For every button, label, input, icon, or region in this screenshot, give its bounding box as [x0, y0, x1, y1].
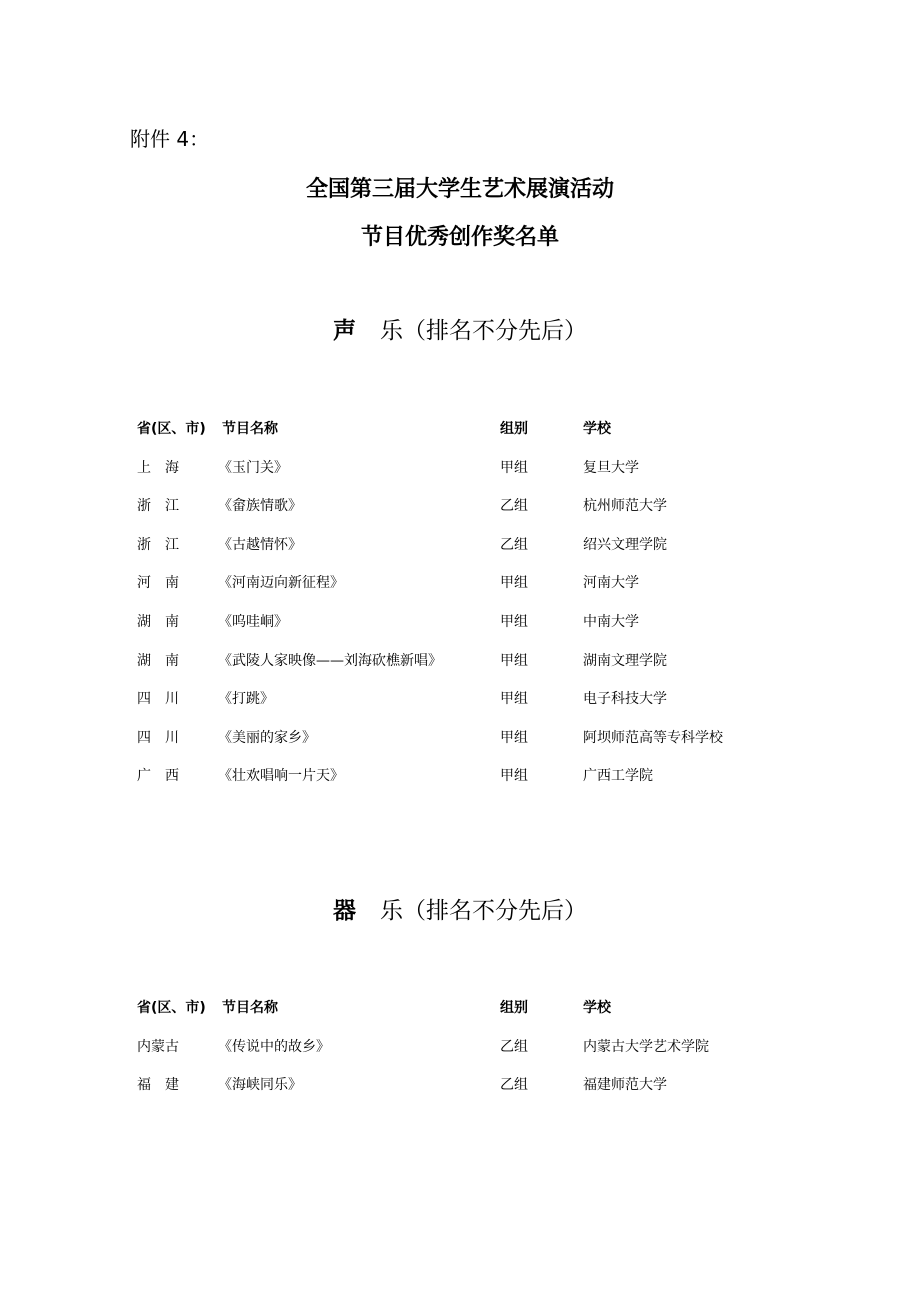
table-row	[0, 649, 920, 673]
cell-province: 四 川	[137, 691, 179, 708]
cell-group: 甲组	[500, 691, 528, 708]
cell-school: 阿坝师范高等专科学校	[583, 729, 723, 746]
cell-program: 《呜哇峒》	[218, 614, 288, 630]
document-title-line-1: 全国第三届大学生艺术展演活动	[305, 177, 614, 202]
cell-school: 福建师范大学	[583, 1077, 667, 1094]
attachment-label: 附件 4：	[130, 127, 210, 151]
table-row	[0, 1073, 920, 1097]
cell-province: 湖 南	[137, 652, 179, 669]
cell-program: 《古越情怀》	[218, 536, 302, 553]
cell-group: 甲组	[500, 652, 528, 669]
cell-school: 内蒙古大学艺术学院	[583, 1038, 709, 1055]
cell-group: 甲组	[500, 575, 528, 592]
cell-province: 福 建	[137, 1077, 179, 1094]
section-title-rest: 乐（排名不分先后）	[380, 898, 587, 924]
table-row	[0, 533, 920, 557]
cell-group: 甲组	[500, 729, 528, 746]
table-row	[0, 1035, 920, 1059]
cell-province: 湖 南	[137, 614, 179, 630]
cell-school: 电子科技大学	[583, 691, 667, 708]
cell-province: 内蒙古	[137, 1038, 179, 1055]
table-header	[0, 417, 920, 441]
table-row	[0, 726, 920, 750]
header-province: 省(区、市)	[137, 1000, 206, 1016]
cell-school: 湖南文理学院	[583, 652, 667, 669]
cell-program: 《壮欢唱响一片天》	[218, 768, 344, 785]
cell-group: 乙组	[500, 1038, 528, 1055]
cell-program: 《打跳》	[218, 691, 274, 708]
cell-school: 广西工学院	[583, 768, 653, 785]
cell-program: 《河南迈向新征程》	[218, 575, 344, 592]
cell-program: 《海峡同乐》	[218, 1077, 302, 1094]
cell-group: 甲组	[500, 614, 528, 630]
cell-province: 浙 江	[137, 498, 179, 515]
cell-province: 浙 江	[137, 536, 179, 553]
cell-program: 《畲族情歌》	[218, 498, 302, 515]
table-row	[0, 571, 920, 595]
cell-school: 复旦大学	[583, 459, 639, 476]
header-group: 组别	[500, 421, 528, 437]
cell-group: 甲组	[500, 459, 528, 476]
table-row	[0, 610, 920, 634]
cell-program: 《武陵人家映像——刘海砍樵新唱》	[218, 652, 442, 669]
header-province: 省(区、市)	[137, 421, 206, 437]
table-row	[0, 456, 920, 480]
cell-program: 《传说中的故乡》	[218, 1038, 330, 1055]
cell-province: 广 西	[137, 768, 179, 785]
cell-school: 杭州师范大学	[583, 498, 667, 515]
document-title-line-2: 节目优秀创作奖名单	[360, 225, 559, 250]
section-title-main: 声	[333, 318, 356, 344]
table-header	[0, 996, 920, 1020]
cell-school: 河南大学	[583, 575, 639, 592]
cell-program: 《美丽的家乡》	[218, 729, 316, 746]
table-row	[0, 687, 920, 711]
cell-group: 乙组	[500, 536, 528, 553]
section-title-main: 器	[333, 898, 356, 924]
cell-province: 四 川	[137, 729, 179, 746]
header-school: 学校	[583, 421, 611, 437]
cell-program: 《玉门关》	[218, 459, 288, 476]
cell-group: 乙组	[500, 498, 528, 515]
cell-province: 河 南	[137, 575, 179, 592]
section-title-instrumental	[0, 894, 920, 928]
header-group: 组别	[500, 1000, 528, 1016]
cell-school: 绍兴文理学院	[583, 536, 667, 553]
cell-school: 中南大学	[583, 614, 639, 630]
cell-group: 甲组	[500, 768, 528, 785]
section-title-vocal	[0, 314, 920, 348]
cell-group: 乙组	[500, 1077, 528, 1094]
cell-province: 上 海	[137, 459, 179, 476]
table-row	[0, 764, 920, 788]
table-row	[0, 494, 920, 518]
header-school: 学校	[583, 1000, 611, 1016]
header-program: 节目名称	[222, 1000, 278, 1016]
section-title-rest: 乐（排名不分先后）	[380, 318, 587, 344]
header-program: 节目名称	[222, 421, 278, 437]
